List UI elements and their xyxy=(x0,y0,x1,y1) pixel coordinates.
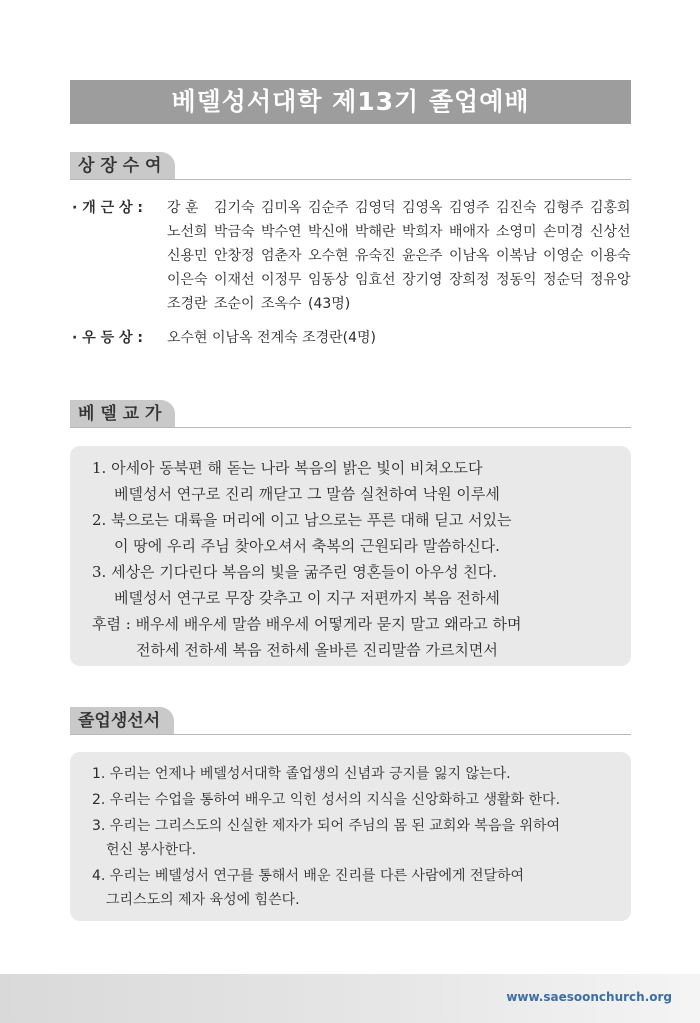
awardee-name: 이재선 xyxy=(214,272,255,288)
hymn-line: 베델성서 연구로 진리 깨닫고 그 말씀 실천하여 낙원 이루세 xyxy=(114,485,500,503)
hymn-section-title: 베 델 교 가 xyxy=(70,400,175,428)
hymn-line: 후렴 : 배우세 배우세 말씀 배우세 어떻게라 묻지 말고 왜라고 하며 xyxy=(92,615,522,633)
awardee-name: 임효선 xyxy=(355,272,396,288)
awardee-name: 정순덕 xyxy=(543,272,584,288)
pledge-box xyxy=(70,752,631,921)
awardee-name: 소영미 xyxy=(496,224,537,240)
awardee-name: 조옥수 xyxy=(261,296,302,312)
pledge-line: 헌신 봉사한다. xyxy=(106,842,197,858)
pledge-line: 4. 우리는 베델성서 연구를 통해서 배운 진리를 다른 사람에게 전달하여 xyxy=(92,868,525,884)
awardee-name: 정유앙 xyxy=(590,272,631,288)
hymn-box xyxy=(70,446,631,666)
awardee-name: 박신애 xyxy=(308,224,349,240)
awardee-name: 정동익 xyxy=(496,272,537,288)
hymn-line: 2. 북으로는 대륙을 머리에 이고 남으로는 푸른 대해 딛고 서있는 xyxy=(92,511,512,529)
awardee-name: 김순주 xyxy=(308,200,349,216)
perfect-attendance-names xyxy=(167,196,637,316)
awardee-name: 배애자 xyxy=(449,224,490,240)
awardee-name: 박금숙 xyxy=(214,224,255,240)
awardee-name: 이남옥 xyxy=(449,248,490,264)
pledge-line: 2. 우리는 수업을 통하여 배우고 익힌 성서의 지식을 신앙화하고 생활화 한다. xyxy=(92,792,561,808)
awardee-name: 김영주 xyxy=(449,200,490,216)
awardee-name: 유숙진 xyxy=(355,248,396,264)
hymn-line: 3. 세상은 기다린다 복음의 빛을 굶주린 영혼들이 아우성 친다. xyxy=(92,563,497,581)
awardee-name: 강 훈 xyxy=(167,200,199,216)
excellence-names: 오수현 이남옥 전계숙 조경란(4명) xyxy=(167,330,376,346)
awardee-name: 김진숙 xyxy=(496,200,537,216)
awardee-name: 이용숙 xyxy=(590,248,631,264)
awardee-name: 김영덕 xyxy=(355,200,396,216)
hymn-line: 이 땅에 우리 주님 찾아오셔서 축복의 근원되라 말씀하신다. xyxy=(114,537,500,555)
section-divider xyxy=(70,734,631,735)
awardee-name: 노선희 xyxy=(167,224,208,240)
awardee-name: 조순이 xyxy=(214,296,255,312)
pledge-line: 3. 우리는 그리스도의 신실한 제자가 되어 주님의 몸 된 교회와 복음을 위하여 xyxy=(92,818,561,834)
excellence-label: · 우 등 상 : xyxy=(72,330,143,346)
awardee-name: 장희정 xyxy=(449,272,490,288)
hymn-section-header xyxy=(70,400,631,428)
awardee-name: 김미옥 xyxy=(261,200,302,216)
awardee-name: 김홍희 xyxy=(590,200,631,216)
awardee-name: 장기영 xyxy=(402,272,443,288)
footer-band xyxy=(0,974,700,1023)
awardee-name: 박수연 xyxy=(261,224,302,240)
awardee-name: 이정무 xyxy=(261,272,302,288)
awardee-count: (43명) xyxy=(308,296,351,312)
awardee-name: 신용민 xyxy=(167,248,208,264)
awardee-name: 김영옥 xyxy=(402,200,443,216)
awards-list xyxy=(72,196,637,350)
section-divider xyxy=(70,179,631,180)
footer-url[interactable]: www.saesoonchurch.org xyxy=(506,990,672,1004)
awards-section-header xyxy=(70,152,631,180)
perfect-attendance-row xyxy=(72,196,637,316)
awardee-name: 안창정 xyxy=(214,248,255,264)
hymn-line: 전하세 전하세 복음 전하세 올바른 진리말씀 가르치면서 xyxy=(136,641,498,659)
awards-section-title: 상 장 수 여 xyxy=(70,152,175,180)
page-title: 베델성서대학 제13기 졸업예배 xyxy=(70,80,631,124)
awardee-name: 임동상 xyxy=(308,272,349,288)
pledge-line: 그리스도의 제자 육성에 힘쓴다. xyxy=(106,892,300,908)
awardee-name: 박희자 xyxy=(402,224,443,240)
perfect-attendance-label: · 개 근 상 : xyxy=(72,200,143,216)
pledge-line: 1. 우리는 언제나 베델성서대학 졸업생의 신념과 긍지를 잃지 않는다. xyxy=(92,766,511,782)
pledge-section-title: 졸업생선서 xyxy=(70,707,174,735)
awardee-name: 이복남 xyxy=(496,248,537,264)
awardee-name: 김형주 xyxy=(543,200,584,216)
hymn-line: 베델성서 연구로 무장 갖추고 이 지구 저편까지 복음 전하세 xyxy=(114,589,500,607)
awardee-name: 조경란 xyxy=(167,296,208,312)
awardee-name: 오수현 xyxy=(308,248,349,264)
awardee-name: 윤은주 xyxy=(402,248,443,264)
pledge-section-header xyxy=(70,707,631,735)
awardee-name: 이영순 xyxy=(543,248,584,264)
excellence-row xyxy=(72,326,637,350)
section-divider xyxy=(70,427,631,428)
awardee-name: 김기숙 xyxy=(214,200,255,216)
awardee-name: 엄춘자 xyxy=(261,248,302,264)
awardee-name: 신상선 xyxy=(590,224,631,240)
awardee-name: 손미경 xyxy=(543,224,584,240)
hymn-line: 1. 아세아 동북편 해 돋는 나라 복음의 밝은 빛이 비쳐오도다 xyxy=(92,459,483,477)
awardee-name: 박해란 xyxy=(355,224,396,240)
awardee-name: 이은숙 xyxy=(167,272,208,288)
